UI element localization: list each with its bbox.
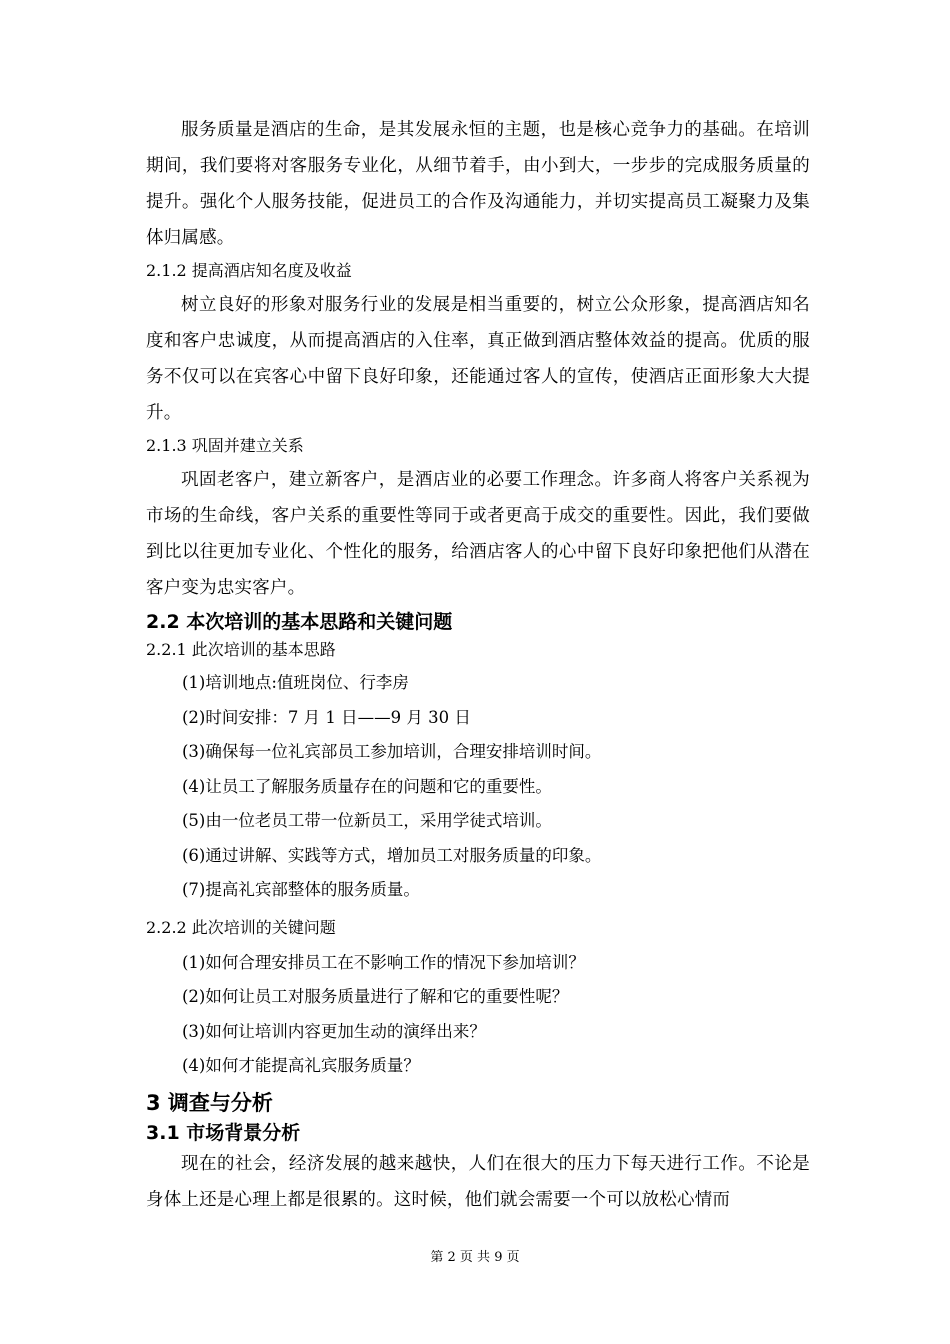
list-item: (1)培训地点:值班岗位、行李房 [182,673,409,692]
chapter-heading-3: 3 调查与分析 [146,1090,273,1115]
section-heading-3-1: 3.1 市场背景分析 [146,1121,301,1144]
list-item: (4)让员工了解服务质量存在的问题和它的重要性。 [182,776,552,796]
list-item: (3)如何让培训内容更加生动的演绎出来？ [182,1021,486,1041]
training-ideas-list [146,666,810,908]
section-heading-2-1-3: 2.1.3 巩固并建立关系 [146,436,304,455]
paragraph: 树立良好的形象对服务行业的发展是相当重要的，树立公众形象，提高酒店知名度和客户忠诚度，从而提高酒店的入住率，真正做到酒店整体效益的提高。优质的服务不仅可以在宾客心中留下良好印象，还能通过客人的宣传，使酒店正面形象大大提升。 [146,295,810,423]
list-item: (6)通过讲解、实践等方式，增加员工对服务质量的印象。 [182,845,602,865]
document-body [146,112,810,1218]
paragraph: 服务质量是酒店的生命，是其发展永恒的主题，也是核心竞争力的基础。在培训期间，我们要将对客服务专业化，从细节着手，由小到大，一步步的完成服务质量的提升。强化个人服务技能，促进员工的合作及沟通能力，并切实提高员工凝聚力及集体归属感。 [146,120,810,248]
list-item: (2)如何让员工对服务质量进行了解和它的重要性呢？ [182,987,569,1006]
page-number-footer: 第 2 页 共 9 页 [430,1250,520,1265]
paragraph: 巩固老客户，建立新客户，是酒店业的必要工作理念。许多商人将客户关系视为市场的生命线，客户关系的重要性等同于或者更高于成交的重要性。因此，我们要做到比以往更加专业化、个性化的服务，给酒店客人的心中留下良好印象把他们从潜在客户变为忠实客户。 [146,470,810,598]
list-item: (4)如何才能提高礼宾服务质量？ [182,1056,420,1075]
section-heading-2-1-2: 2.1.2 提高酒店知名度及收益 [146,261,352,280]
list-item: (2)时间安排：7 月 1 日——9 月 30 日 [182,707,471,727]
list-item: (7)提高礼宾部整体的服务质量。 [182,880,420,899]
list-item: (3)确保每一位礼宾部员工参加培训，合理安排培训时间。 [182,742,602,761]
section-heading-2-2-1: 2.2.1 此次培训的基本思路 [146,640,336,659]
section-heading-2-2: 2.2 本次培训的基本思路和关键问题 [146,611,453,633]
list-item: (1)如何合理安排员工在不影响工作的情况下参加培训？ [182,952,585,972]
section-heading-2-2-2: 2.2.2 此次培训的关键问题 [146,917,336,937]
list-item: (5)由一位老员工带一位新员工，采用学徒式培训。 [182,811,552,830]
key-questions-list [146,946,810,1084]
paragraph: 现在的社会，经济发展的越来越快，人们在很大的压力下每天进行工作。不论是身体上还是心理上都是很累的。这时候，他们就会需要一个可以放松心情而 [146,1153,810,1210]
